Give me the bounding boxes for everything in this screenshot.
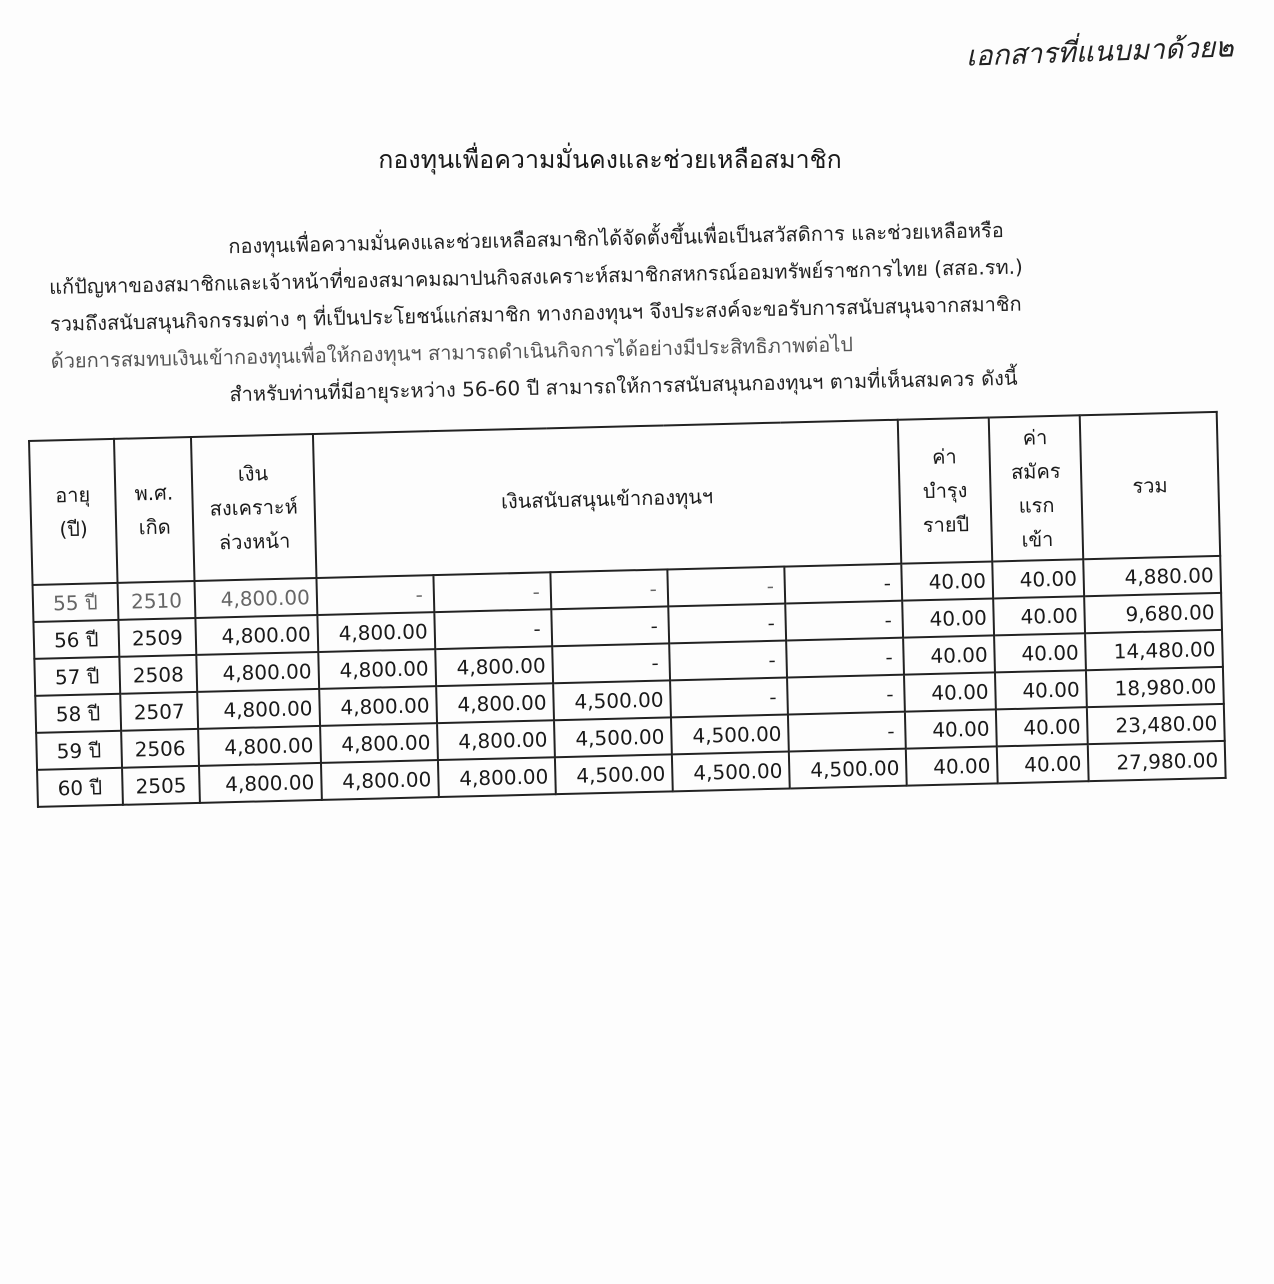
header-age — [29, 439, 117, 585]
cell-support-1: 4,800.00 — [318, 649, 436, 689]
paragraph-line: ด้วยการสมทบเงินเข้ากองทุนเพื่อให้กองทุนฯ สามารถดำเนินกิจการได้อย่างมีประสิทธิภาพต่อไป — [50, 332, 854, 373]
cell-age: 59 ปี — [36, 731, 122, 770]
header-registration-line: สมัคร — [1010, 458, 1061, 484]
header-registration-line: ค่า — [1022, 425, 1048, 450]
cell-advance: 4,800.00 — [197, 652, 319, 692]
cell-support-3: - — [552, 643, 670, 683]
cell-advance: 4,800.00 — [199, 763, 321, 803]
cell-total: 9,680.00 — [1084, 593, 1222, 633]
cell-support-4: 4,500.00 — [671, 715, 789, 755]
cell-support-4: - — [668, 604, 786, 644]
header-advance — [191, 434, 316, 581]
cell-support-2: 4,800.00 — [437, 720, 555, 760]
cell-annual-fee: 40.00 — [905, 709, 997, 748]
cell-age: 55 ปี — [33, 583, 119, 622]
cell-support-5: - — [786, 638, 904, 678]
cell-birth-year: 2505 — [122, 766, 200, 805]
cell-age: 56 ปี — [33, 620, 119, 659]
header-registration — [989, 415, 1084, 561]
header-total: รวม — [1080, 412, 1220, 559]
contribution-table-wrapper — [28, 411, 1227, 808]
paragraph-line: รวมถึงสนับสนุนกิจกรรมต่าง ๆ ที่เป็นประโยชน์แก่สมาชิก ทางกองทุนฯ จึงประสงค์จะขอรับการสนับสนุนจากสมาชิก — [49, 291, 1022, 336]
header-advance-line: เงิน — [237, 461, 269, 486]
cell-support-3: - — [550, 569, 668, 609]
header-birth-year-line: พ.ศ. — [134, 480, 174, 506]
header-support: เงินสนับสนุนเข้ากองทุนฯ — [313, 420, 902, 578]
cell-annual-fee: 40.00 — [903, 635, 995, 674]
cell-support-5: - — [785, 601, 903, 641]
cell-registration: 40.00 — [996, 707, 1088, 746]
cell-support-3: 4,500.00 — [553, 680, 671, 720]
header-registration-line: เข้า — [1021, 526, 1054, 552]
header-birth-year-line: เกิด — [138, 514, 171, 540]
cell-support-4: - — [667, 567, 785, 607]
cell-age: 58 ปี — [35, 694, 121, 733]
header-birth-year — [114, 437, 195, 583]
cell-birth-year: 2509 — [118, 618, 196, 657]
cell-annual-fee: 40.00 — [902, 598, 994, 637]
cell-annual-fee: 40.00 — [906, 746, 998, 785]
cell-annual-fee: 40.00 — [904, 672, 996, 711]
cell-support-3: 4,500.00 — [554, 717, 672, 757]
header-advance-line: สงเคราะห์ — [209, 494, 299, 521]
cell-support-4: - — [669, 641, 787, 681]
header-annual-fee-line: บำรุง — [922, 478, 968, 504]
cell-registration: 40.00 — [995, 670, 1087, 709]
cell-support-5: 4,500.00 — [789, 749, 907, 789]
cell-advance: 4,800.00 — [198, 726, 320, 766]
cell-support-4: - — [670, 678, 788, 718]
cell-support-2: 4,800.00 — [436, 683, 554, 723]
cell-support-3: - — [551, 606, 669, 646]
cell-birth-year: 2510 — [117, 581, 195, 620]
cell-registration: 40.00 — [994, 633, 1086, 672]
cell-birth-year: 2508 — [119, 655, 197, 694]
table-header-row — [29, 412, 1220, 585]
cell-support-5: - — [788, 712, 906, 752]
contribution-table — [28, 411, 1227, 808]
cell-support-2: 4,800.00 — [438, 757, 556, 797]
cell-total: 4,880.00 — [1083, 556, 1221, 596]
page-title: กองทุนเพื่อความมั่นคงและช่วยเหลือสมาชิก — [378, 145, 842, 174]
cell-registration: 40.00 — [993, 596, 1085, 635]
cell-support-2: - — [433, 572, 551, 612]
cell-support-1: - — [316, 575, 434, 615]
cell-total: 23,480.00 — [1087, 704, 1225, 744]
cell-support-3: 4,500.00 — [555, 754, 673, 794]
paragraph-line: กองทุนเพื่อความมั่นคงและช่วยเหลือสมาชิกได้จัดตั้งขึ้นเพื่อเป็นสวัสดิการ และช่วยเหลือหรือ — [228, 217, 1005, 259]
cell-support-2: - — [434, 609, 552, 649]
cell-support-1: 4,800.00 — [319, 686, 437, 726]
cell-age: 57 ปี — [34, 657, 120, 696]
cell-support-1: 4,800.00 — [320, 723, 438, 763]
cell-support-2: 4,800.00 — [435, 646, 553, 686]
cell-advance: 4,800.00 — [198, 689, 320, 729]
cell-advance: 4,800.00 — [195, 578, 317, 618]
cell-support-4: 4,500.00 — [672, 752, 790, 792]
cell-total: 14,480.00 — [1085, 630, 1223, 670]
header-age-line: (ปี) — [59, 516, 89, 542]
cell-annual-fee: 40.00 — [901, 561, 993, 600]
handwritten-note: เอกสารที่แนบมาด้วย๒ — [965, 30, 1235, 73]
eligibility-note: สำหรับท่านที่มีอายุระหว่าง 56-60 ปี สามารถให้การสนับสนุนกองทุนฯ ตามที่เห็นสมควร ดังนี้ — [229, 365, 1018, 407]
paragraph-line: แก้ปัญหาของสมาชิกและเจ้าหน้าที่ของสมาคมฌาปนกิจสงเคราะห์สมาชิกสหกรณ์ออมทรัพย์ราชการไทย (สสอ.รท.) — [48, 254, 1024, 299]
cell-birth-year: 2507 — [120, 692, 198, 731]
header-registration-line: แรก — [1018, 492, 1055, 518]
cell-support-1: 4,800.00 — [321, 760, 439, 800]
cell-advance: 4,800.00 — [196, 615, 318, 655]
cell-support-5: - — [784, 564, 902, 604]
cell-birth-year: 2506 — [121, 729, 199, 768]
cell-total: 27,980.00 — [1088, 741, 1226, 781]
cell-support-5: - — [787, 675, 905, 715]
cell-registration: 40.00 — [992, 559, 1084, 598]
header-annual-fee-line: รายปี — [922, 512, 970, 538]
header-age-line: อายุ — [54, 482, 91, 508]
cell-total: 18,980.00 — [1086, 667, 1224, 707]
intro-paragraph — [48, 208, 1187, 417]
header-annual-fee-line: ค่า — [931, 444, 957, 469]
header-annual-fee — [898, 418, 993, 564]
header-advance-line: ล่วงหน้า — [218, 528, 291, 555]
cell-support-1: 4,800.00 — [317, 612, 435, 652]
cell-registration: 40.00 — [997, 744, 1089, 783]
cell-age: 60 ปี — [37, 768, 123, 807]
